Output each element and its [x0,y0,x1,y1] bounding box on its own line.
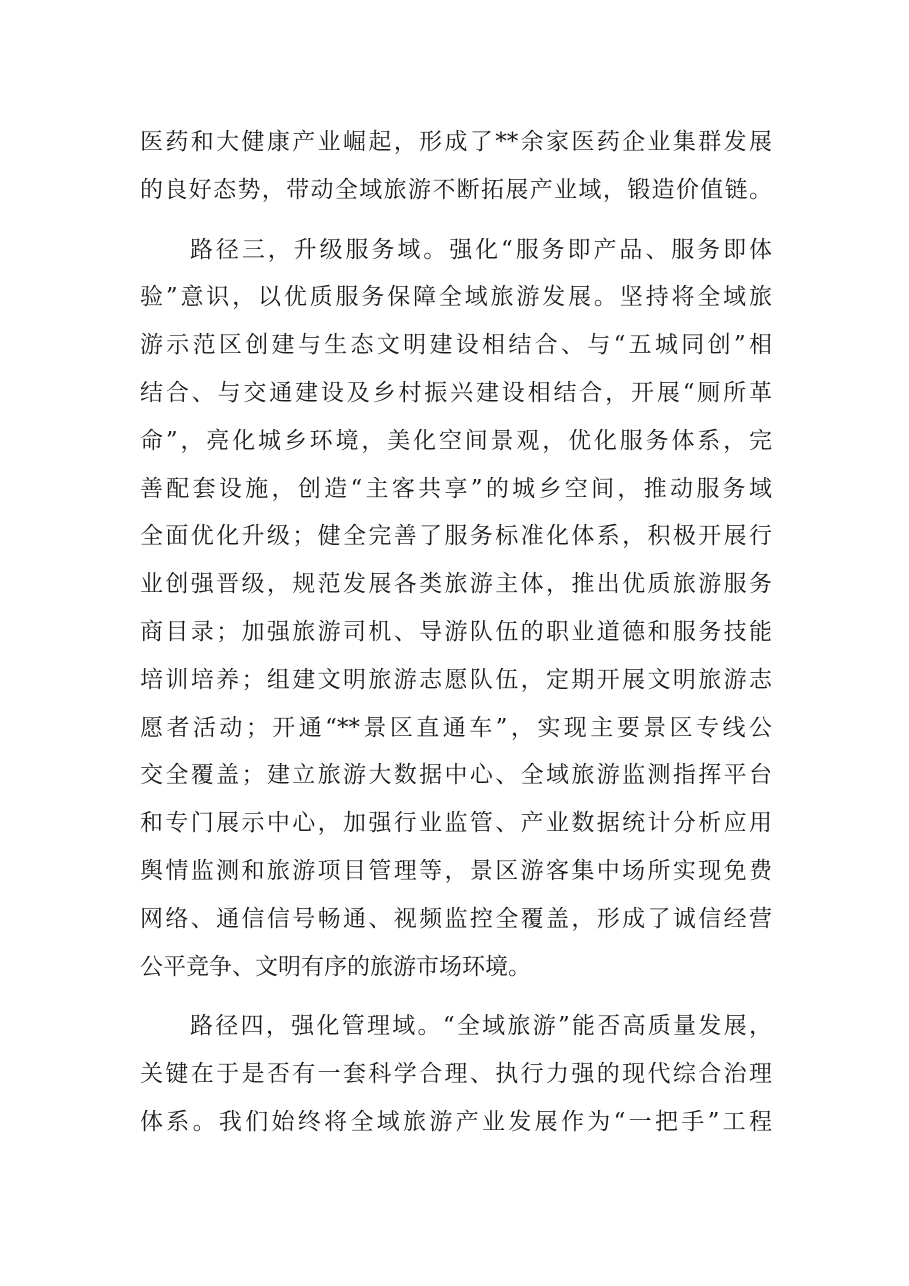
text-line: 命”，亮化城乡环境，美化空间景观，优化服务体系，完 [140,427,772,454]
document-body [140,119,772,1147]
text-line: 业创强晋级，规范发展各类旅游主体，推出优质旅游服务 [140,571,772,598]
text-line: 愿者活动；开通“**景区直通车”，实现主要景区专线公 [140,714,772,741]
text-line: 商目录；加强旅游司机、导游队伍的职业道德和服务技能 [140,618,772,645]
text-line: 路径三，升级服务域。强化“服务即产品、服务即体 [190,236,772,263]
paragraph-continued [140,119,772,215]
text-line: 全面优化升级；健全完善了服务标准化体系，积极开展行 [140,523,772,550]
text-line: 舆情监测和旅游项目管理等，景区游客集中场所实现免费 [140,857,772,884]
paragraph-path-four [140,1003,772,1146]
text-line: 结合、与交通建设及乡村振兴建设相结合，开展“厕所革 [140,379,772,406]
text-line: 和专门展示中心，加强行业监管、产业数据统计分析应用 [140,810,772,837]
text-line: 公平竞争、文明有序的旅游市场环境。 [140,953,531,980]
text-line: 游示范区创建与生态文明建设相结合、与“五城同创”相 [140,332,772,359]
text-line: 的良好态势，带动全域旅游不断拓展产业域，锻造价值链。 [140,176,772,203]
text-line: 网络、通信信号畅通、视频监控全覆盖，形成了诚信经营 [140,905,772,932]
text-line: 体系。我们始终将全域旅游产业发展作为“一把手”工程 [140,1108,772,1135]
text-line: 医药和大健康产业崛起，形成了**余家医药企业集群发展 [140,129,772,155]
text-line: 善配套设施，创造“主客共享”的城乡空间，推动服务域 [140,475,772,502]
text-line: 关键在于是否有一套科学合理、执行力强的现代综合治理 [140,1061,772,1088]
text-line: 路径四，强化管理域。“全域旅游”能否高质量发展， [190,1013,772,1040]
text-line: 培训培养；组建文明旅游志愿队伍，定期开展文明旅游志 [140,666,772,693]
text-line: 交全覆盖；建立旅游大数据中心、全域旅游监测指挥平台 [140,762,772,789]
paragraph-path-three [140,227,772,992]
text-line: 验”意识，以优质服务保障全域旅游发展。坚持将全域旅 [140,284,772,311]
